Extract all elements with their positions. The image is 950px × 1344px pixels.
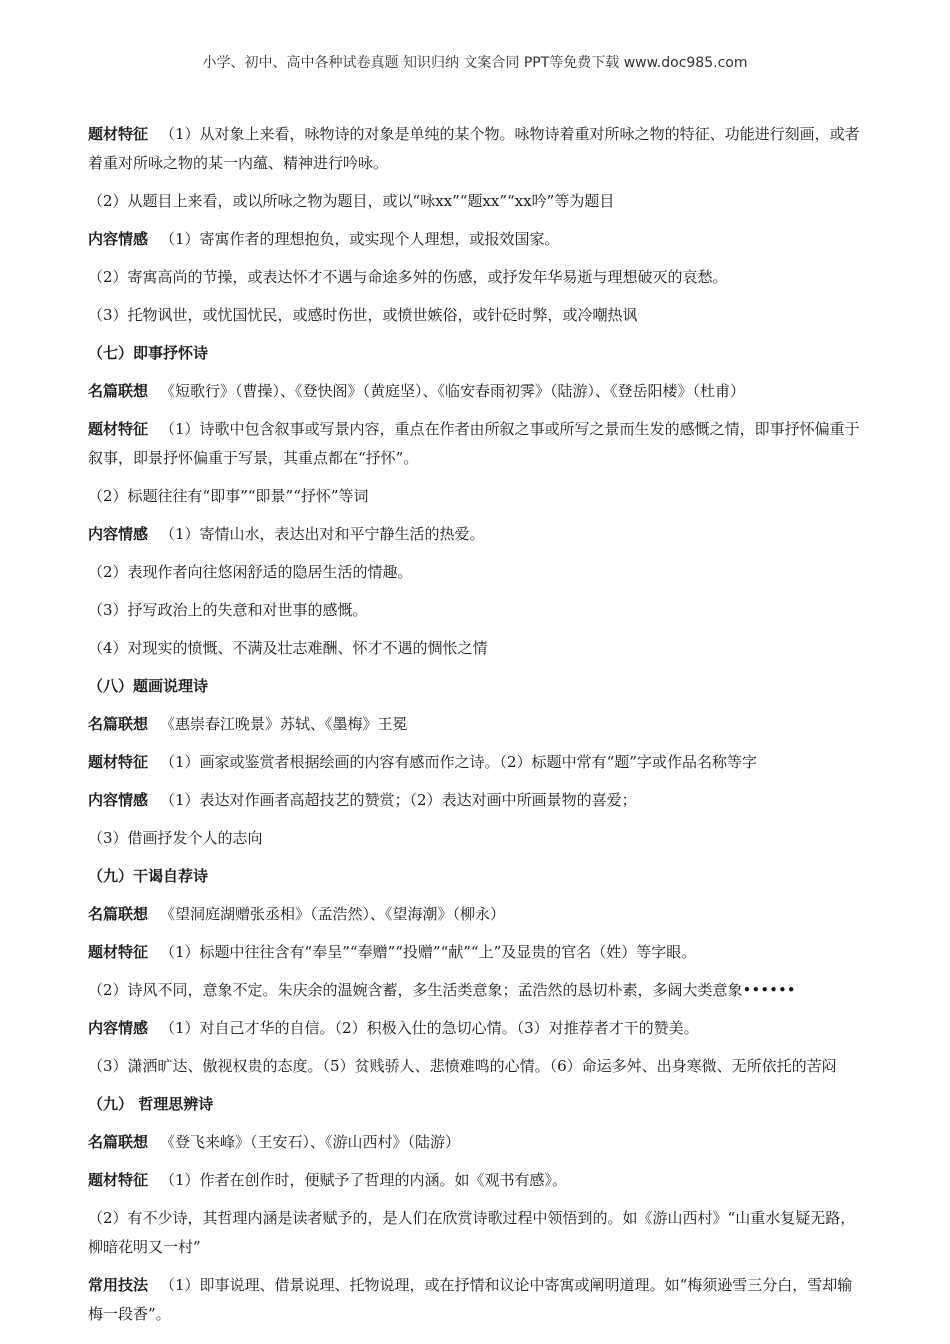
paragraph-label: 内容情感 xyxy=(88,230,149,248)
paragraph-text: （1）标题中往往含有“奉呈”“奉赠”“投赠”“献”“上”及显贵的官名（姓）等字眼。 xyxy=(160,943,697,961)
paragraph xyxy=(88,187,866,216)
paragraph-text: （4）对现实的愤慨、不满及壮志难酬、怀才不遇的惆怅之情 xyxy=(88,639,488,657)
paragraph-label: 题材特征 xyxy=(88,753,149,771)
paragraph xyxy=(88,710,866,739)
paragraph-text: （1）画家或鉴赏者根据绘画的内容有感而作之诗。（2）标题中常有“题”字或作品名称等字 xyxy=(160,753,757,771)
paragraph-label: 名篇联想 xyxy=(88,905,149,923)
paragraph xyxy=(88,824,866,853)
paragraph xyxy=(88,1052,866,1081)
paragraph-text: （3）抒写政治上的失意和对世事的感慨。 xyxy=(88,601,368,619)
paragraph-text: 《短歌行》（曹操）、《登快阁》（黄庭坚）、《临安春雨初霁》（陆游）、《登岳阳楼》（杜甫） xyxy=(160,382,746,400)
paragraph-label: 内容情感 xyxy=(88,525,149,543)
paragraph-text: （2）标题往往有“即事”“即景”“抒怀”等词 xyxy=(88,487,369,505)
paragraph xyxy=(88,263,866,292)
paragraph-text: 《望洞庭湖赠张丞相》（孟浩然）、《望海潮》（柳永） xyxy=(160,905,506,923)
paragraph-label: 内容情感 xyxy=(88,1019,149,1037)
paragraph xyxy=(88,634,866,663)
paragraph-text: （1）对自己才华的自信。（2）积极入仕的急切心情。（3）对推荐者才干的赞美。 xyxy=(160,1019,699,1037)
paragraph xyxy=(88,520,866,549)
paragraph-text: （1）寄寓作者的理想抱负，或实现个人理想，或报效国家。 xyxy=(160,230,560,248)
section-heading: （七）即事抒怀诗 xyxy=(88,344,209,362)
paragraph xyxy=(88,938,866,967)
paragraph-text: （1）诗歌中包含叙事或写景内容，重点在作者由所叙之事或所写之景而生发的感慨之情，即事抒怀偏重于叙事，即景抒怀偏重于写景，其重点都在“抒怀”。 xyxy=(88,420,860,467)
paragraph xyxy=(88,120,866,178)
paragraph xyxy=(88,748,866,777)
paragraph xyxy=(88,1014,866,1043)
paragraph-label: 题材特征 xyxy=(88,1171,149,1189)
paragraph xyxy=(88,900,866,929)
paragraph-label: 内容情感 xyxy=(88,791,149,809)
paragraph-text: （2）诗风不同，意象不定。朱庆余的温婉含蓄，多生活类意象；孟浩然的恳切朴素，多阔大类意象•••••• xyxy=(88,981,796,999)
paragraph xyxy=(88,482,866,511)
paragraph xyxy=(88,558,866,587)
section-heading: （九） 哲理思辨诗 xyxy=(88,1095,214,1113)
paragraph-text: （3）托物讽世，或忧国忧民，或感时伤世，或愤世嫉俗，或针砭时弊，或冷嘲热讽 xyxy=(88,306,638,324)
paragraph-label: 常用技法 xyxy=(88,1276,149,1294)
paragraph xyxy=(88,377,866,406)
paragraph-text: （1）从对象上来看，咏物诗的对象是单纯的某个物。咏物诗着重对所咏之物的特征、功能进行刻画，或者着重对所咏之物的某一内蕴、精神进行吟咏。 xyxy=(88,125,860,172)
paragraph-label: 题材特征 xyxy=(88,125,149,143)
paragraph xyxy=(88,1128,866,1157)
section-heading: （八）题画说理诗 xyxy=(88,677,209,695)
paragraph-label: 名篇联想 xyxy=(88,1133,149,1151)
paragraph xyxy=(88,786,866,815)
paragraph-text: （1）即事说理、借景说理、托物说理，或在抒情和议论中寄寓或阐明道理。如“梅须逊雪三分白，雪却输梅一段香”。 xyxy=(88,1276,853,1323)
paragraph xyxy=(88,596,866,625)
paragraph-text: 《惠崇春江晚景》苏轼、《墨梅》王冕 xyxy=(160,715,408,733)
paragraph-text: 《登飞来峰》（王安石）、《游山西村》（陆游） xyxy=(160,1133,461,1151)
paragraph-label: 题材特征 xyxy=(88,943,149,961)
section-heading: （九）干谒自荐诗 xyxy=(88,867,209,885)
paragraph xyxy=(88,225,866,254)
paragraph-text: （2）有不少诗，其哲理内涵是读者赋予的，是人们在欣赏诗歌过程中领悟到的。如《游山西村》“山重水复疑无路，柳暗花明又一村” xyxy=(88,1209,856,1256)
paragraph-text: （2）表现作者向往悠闲舒适的隐居生活的情趣。 xyxy=(88,563,413,581)
paragraph xyxy=(88,1204,866,1262)
paragraph xyxy=(88,976,866,1005)
paragraph-text: （3）潇洒旷达、傲视权贵的态度。（5）贫贱骄人、悲愤难鸣的心情。（6）命运多舛、出身寒微、无所依托的苦闷 xyxy=(88,1057,837,1075)
paragraph xyxy=(88,415,866,473)
paragraph xyxy=(88,301,866,330)
paragraph-text: （2）寄寓高尚的节操，或表达怀才不遇与命途多舛的伤感，或抒发年华易逝与理想破灭的哀愁。 xyxy=(88,268,728,286)
paragraph-text: （1）寄情山水，表达出对和平宁静生活的热爱。 xyxy=(160,525,485,543)
paragraph-text: （1）表达对作画者高超技艺的赞赏；（2）表达对画中所画景物的喜爱； xyxy=(160,791,637,809)
paragraph xyxy=(88,1166,866,1195)
page-header: 小学、初中、高中各种试卷真题 知识归纳 文案合同 PPT等免费下载 www.doc985.com xyxy=(202,55,748,71)
paragraph-text: （1）作者在创作时，便赋予了哲理的内涵。如《观书有感》。 xyxy=(160,1171,568,1189)
paragraph-label: 题材特征 xyxy=(88,420,149,438)
document-body xyxy=(88,120,866,1338)
paragraph-label: 名篇联想 xyxy=(88,382,149,400)
paragraph-label: 名篇联想 xyxy=(88,715,149,733)
paragraph-text: （2）从题目上来看，或以所咏之物为题目，或以“咏xx”“题xx”“xx吟”等为题目 xyxy=(88,192,615,210)
paragraph-text: （3）借画抒发个人的志向 xyxy=(88,829,263,847)
paragraph xyxy=(88,1271,866,1329)
